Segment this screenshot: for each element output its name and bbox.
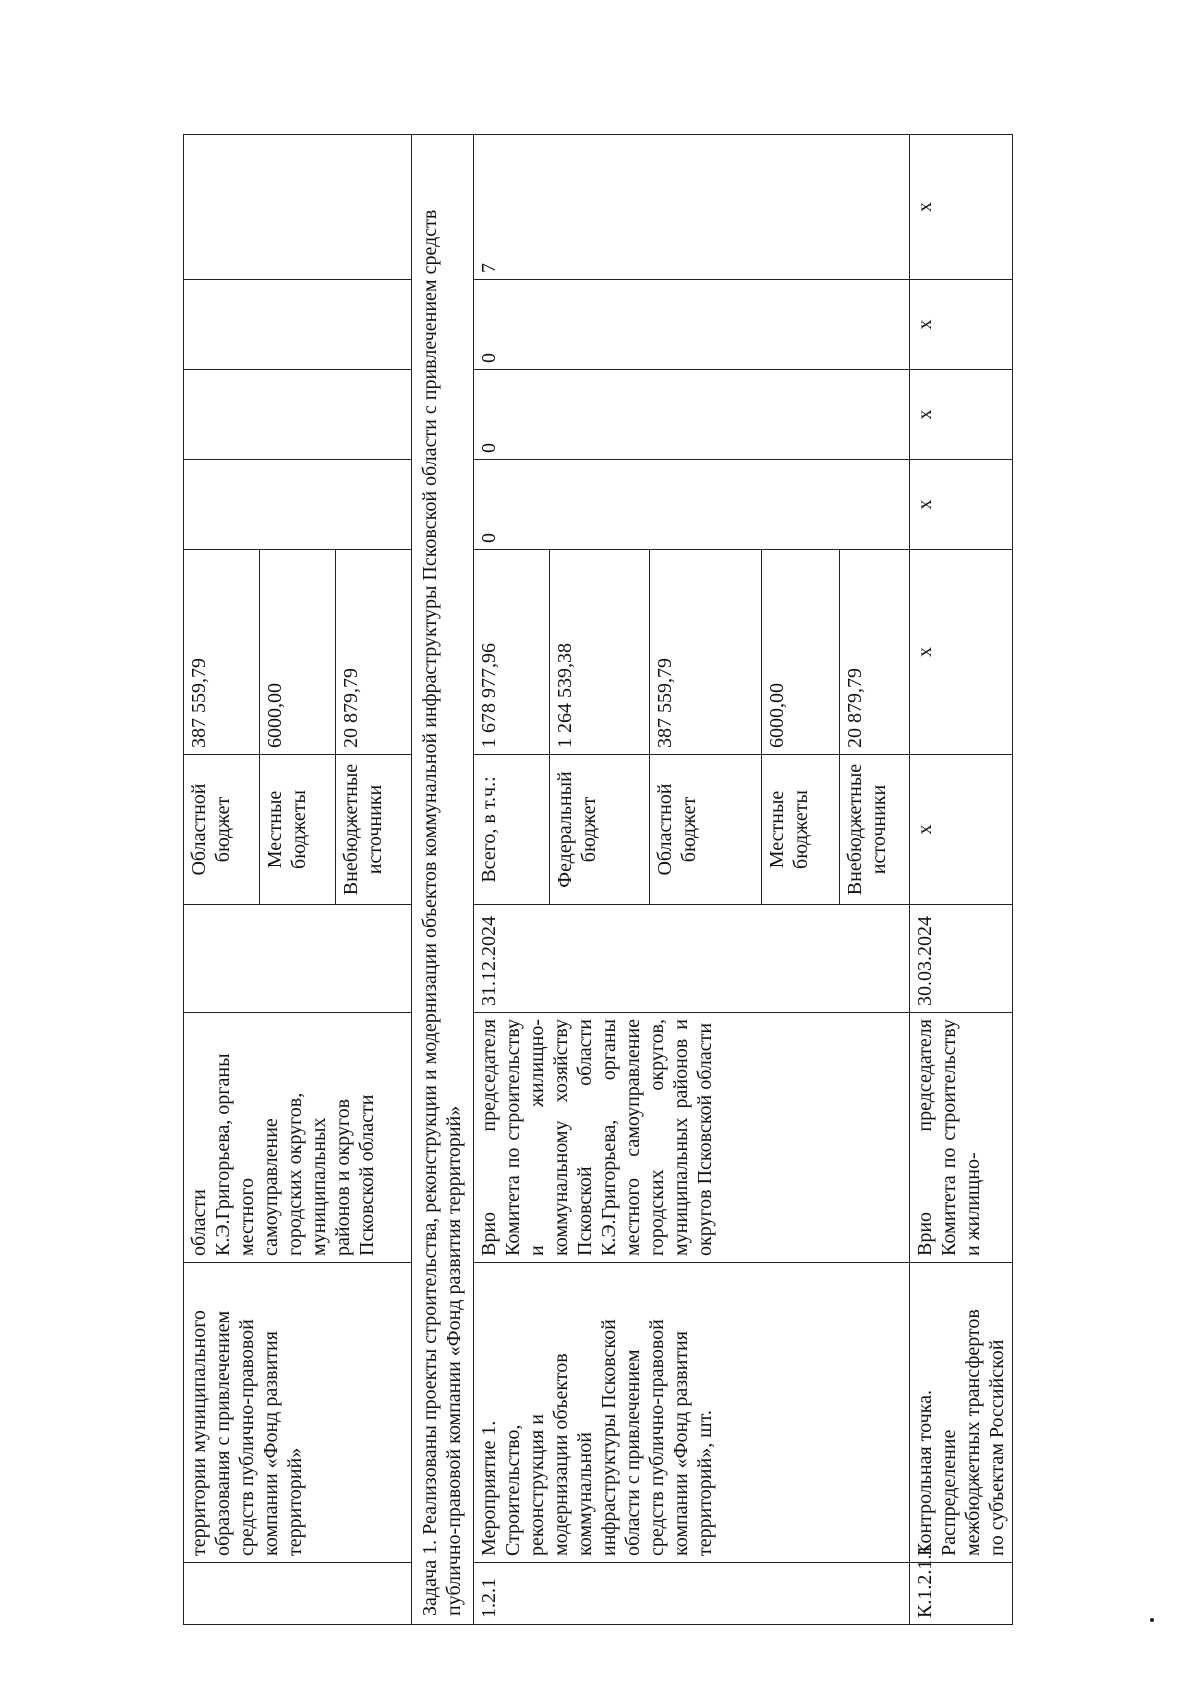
cell-source-value: х xyxy=(910,550,1013,755)
cell-source-value: 1 678 977,96 xyxy=(474,550,550,755)
cell-date-empty xyxy=(184,905,412,1013)
cell-source-label: Местные бюджеты xyxy=(762,755,840,905)
cell-date: 30.03.2024 xyxy=(910,905,1013,1013)
cell-responsible: Врио председателя Комитета по строительству и жилищно- xyxy=(910,1013,1013,1263)
cell-date: 31.12.2024 xyxy=(474,905,910,1013)
cell-source-label: Областной бюджет xyxy=(650,755,762,905)
cell-source-label: Внебюджетные источники xyxy=(840,755,910,905)
cell-source-value: 6000,00 xyxy=(762,550,840,755)
task-row xyxy=(412,135,474,1625)
cell-source-value: 20 879,79 xyxy=(336,550,412,755)
plan-table xyxy=(183,134,1013,1625)
cell-empty xyxy=(184,280,412,370)
cell-value: 0 xyxy=(474,370,910,460)
cell-empty xyxy=(184,135,412,280)
cell-source-value: 6000,00 xyxy=(260,550,336,755)
cell-source-label: Всего, в т.ч.: xyxy=(474,755,550,905)
cell-value: 0 xyxy=(474,280,910,370)
cell-responsible: области К.Э.Григорьева, органы местного самоуправление городских округов, муниципальных районов и округов Псковской области xyxy=(184,1013,412,1263)
cell-responsible: Врио председателя Комитета по строительству и жилищно-коммунальному хозяйству Псковской области К.Э.Григорьева, органы местного самоуправление городских округов, муниципальных районов и округов Псковской области xyxy=(474,1013,910,1263)
task-text: Задача 1. Реализованы проекты строительства, реконструкции и модернизации объектов коммунальной инфраструктуры Псковской области с привлечением средств публично-правовой компании «Фонд развития территорий» xyxy=(412,135,474,1625)
scan-speck xyxy=(1150,1618,1154,1622)
cell-source-value: 20 879,79 xyxy=(840,550,910,755)
cell-source-value: 387 559,79 xyxy=(184,550,260,755)
cell-empty xyxy=(184,460,412,550)
cell-value: х xyxy=(910,135,1013,280)
cell-num-empty xyxy=(184,1563,412,1625)
rotated-table-wrapper xyxy=(183,135,1103,1625)
cell-empty xyxy=(184,370,412,460)
table-row xyxy=(474,135,550,1625)
cell-name: Контрольная точка. Распределение межбюджетных трансфертов по субъектам Российской xyxy=(910,1263,1013,1563)
cell-name: Мероприятие 1. Строительство, реконструкция и модернизации объектов коммунальной инфраструктуры Псковской области с привлечением средств публично-правовой компании «Фонд развития территорий», шт. xyxy=(474,1263,910,1563)
cell-source-value: 387 559,79 xyxy=(650,550,762,755)
cell-source-label: х xyxy=(910,755,1013,905)
table-row xyxy=(184,135,260,1625)
cell-name: территории муниципального образования с привлечением средств публично-правовой компании «Фонд развития территорий» xyxy=(184,1263,412,1563)
cell-value: 7 xyxy=(474,135,910,280)
cell-source-label: Внебюджетные источники xyxy=(336,755,412,905)
cell-num: К.1.2.1.1 xyxy=(910,1563,1013,1625)
table-row xyxy=(910,135,1013,1625)
cell-value: х xyxy=(910,370,1013,460)
cell-num: 1.2.1 xyxy=(474,1563,910,1625)
cell-value: 0 xyxy=(474,460,910,550)
cell-value: х xyxy=(910,460,1013,550)
cell-value: х xyxy=(910,280,1013,370)
cell-source-label: Федеральный бюджет xyxy=(550,755,650,905)
cell-source-label: Областной бюджет xyxy=(184,755,260,905)
cell-source-label: Местные бюджеты xyxy=(260,755,336,905)
cell-source-value: 1 264 539,38 xyxy=(550,550,650,755)
